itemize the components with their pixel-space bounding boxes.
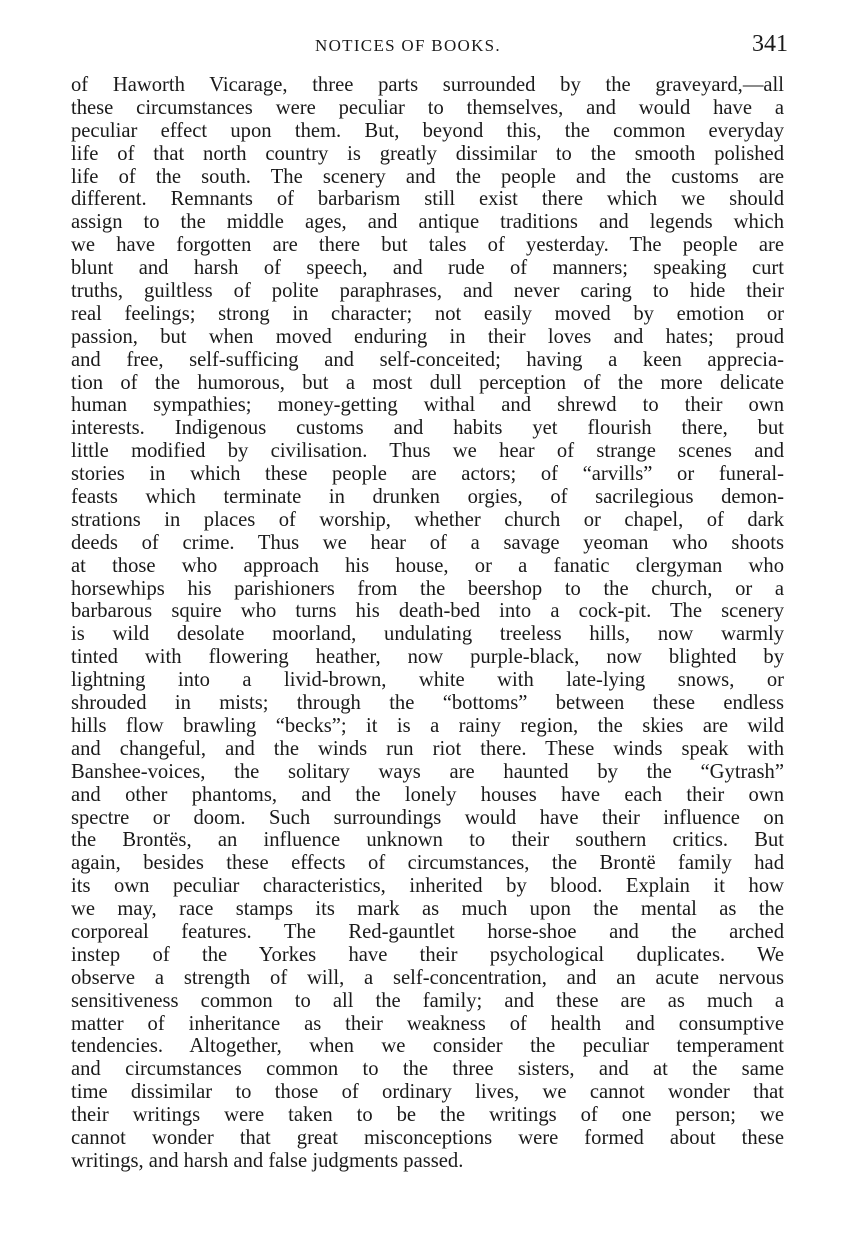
running-title: NOTICES OF BOOKS. (315, 36, 501, 55)
text-line: peculiar effect upon them. But, beyond this, the common everyday (71, 119, 784, 142)
text-line: at those who approach his house, or a fanatic clergyman who (71, 554, 784, 577)
text-line: cannot wonder that great misconceptions were formed about these (71, 1126, 784, 1149)
text-line: lightning into a livid-brown, white with late-lying snows, or (71, 669, 784, 692)
text-line: its own peculiar characteristics, inherited by blood. Explain it how (71, 875, 784, 898)
text-line: assign to the middle ages, and antique traditions and legends which (71, 211, 784, 234)
text-line: matter of inheritance as their weakness of health and consumptive (71, 1012, 784, 1035)
text-line: corporeal features. The Red-gauntlet horse-shoe and the arched (71, 920, 784, 943)
text-line: truths, guiltless of polite paraphrases, and never caring to hide their (71, 280, 784, 303)
text-line: and free, self-sufficing and self-conceited; having a keen apprecia- (71, 348, 784, 371)
text-line: these circumstances were peculiar to themselves, and would have a (71, 96, 784, 119)
text-line: and changeful, and the winds run riot there. These winds speak with (71, 737, 784, 760)
text-line: time dissimilar to those of ordinary lives, we cannot wonder that (71, 1081, 784, 1104)
text-line: deeds of crime. Thus we hear of a savage yeoman who shoots (71, 531, 784, 554)
text-line: barbarous squire who turns his death-bed into a cock-pit. The scenery (71, 600, 784, 623)
text-line: Banshee-voices, the solitary ways are haunted by the “Gytrash” (71, 760, 784, 783)
text-line: shrouded in mists; through the “bottoms” between these endless (71, 692, 784, 715)
text-line: stories in which these people are actors; of “arvills” or funeral- (71, 463, 784, 486)
text-line: tinted with flowering heather, now purple-black, now blighted by (71, 646, 784, 669)
text-line: passion, but when moved enduring in their loves and hates; proud (71, 325, 784, 348)
text-line: and circumstances common to the three sisters, and at the same (71, 1058, 784, 1081)
text-line: we may, race stamps its mark as much upon the mental as the (71, 898, 784, 921)
text-line: their writings were taken to be the writings of one person; we (71, 1104, 784, 1127)
text-line: little modified by civilisation. Thus we hear of strange scenes and (71, 440, 784, 463)
text-line: blunt and harsh of speech, and rude of manners; speaking curt (71, 257, 784, 280)
text-line: and other phantoms, and the lonely houses have each their own (71, 783, 784, 806)
text-line: spectre or doom. Such surroundings would have their influence on (71, 806, 784, 829)
text-line: writings, and harsh and false judgments passed. (71, 1149, 464, 1172)
text-line: of Haworth Vicarage, three parts surrounded by the graveyard,—all (71, 74, 784, 96)
text-line: horsewhips his parishioners from the beershop to the church, or a (71, 577, 784, 600)
text-line: different. Remnants of barbarism still exist there which we should (71, 188, 784, 211)
page-number: 341 (752, 31, 788, 57)
text-line: instep of the Yorkes have their psychological duplicates. We (71, 943, 784, 966)
text-line: interests. Indigenous customs and habits yet flourish there, but (71, 417, 784, 440)
text-line: again, besides these effects of circumstances, the Brontë family had (71, 852, 784, 875)
body-text (71, 74, 784, 1173)
text-line: life of that north country is greatly dissimilar to the smooth polished (71, 142, 784, 165)
text-line: strations in places of worship, whether church or chapel, of dark (71, 508, 784, 531)
text-line: tendencies. Altogether, when we consider the peculiar temperament (71, 1035, 784, 1058)
text-line: the Brontës, an influence unknown to their southern critics. But (71, 829, 784, 852)
text-line: we have forgotten are there but tales of yesterday. The people are (71, 234, 784, 257)
text-line: life of the south. The scenery and the people and the customs are (71, 165, 784, 188)
text-line: human sympathies; money-getting withal and shrewd to their own (71, 394, 784, 417)
page-header (0, 32, 843, 60)
text-line: real feelings; strong in character; not easily moved by emotion or (71, 302, 784, 325)
text-line: sensitiveness common to all the family; and these are as much a (71, 989, 784, 1012)
text-line: is wild desolate moorland, undulating treeless hills, now warmly (71, 623, 784, 646)
text-line: tion of the humorous, but a most dull perception of the more delicate (71, 371, 784, 394)
text-line: feasts which terminate in drunken orgies, of sacrilegious demon- (71, 486, 784, 509)
text-line: observe a strength of will, a self-concentration, and an acute nervous (71, 966, 784, 989)
text-line: hills flow brawling “becks”; it is a rainy region, the skies are wild (71, 714, 784, 737)
